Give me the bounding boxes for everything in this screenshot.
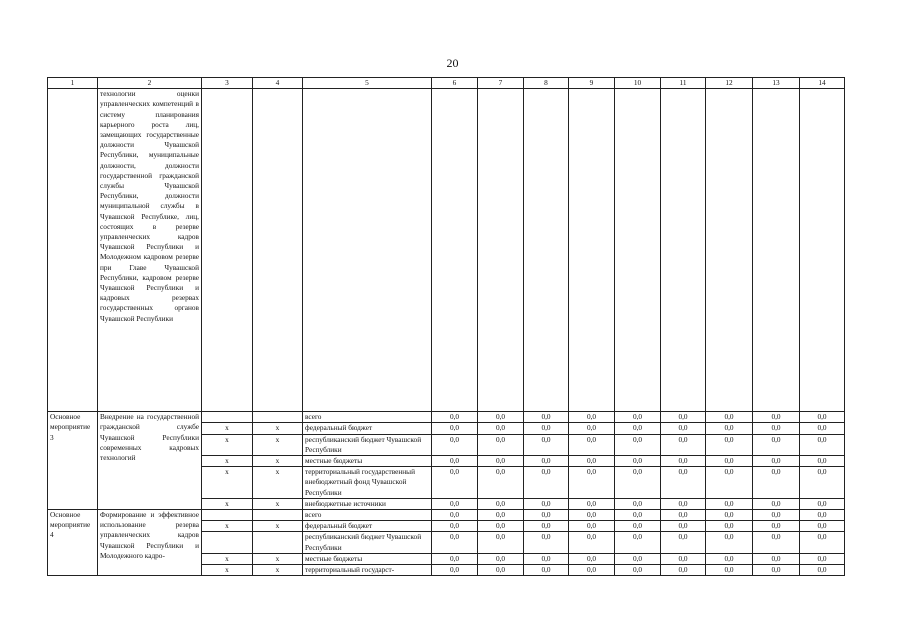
amount-cell: 0,0 — [753, 532, 800, 553]
column-header: 12 — [706, 78, 753, 89]
amount-cell: 0,0 — [615, 532, 661, 553]
column-3-cell — [202, 510, 253, 521]
amount-cell: 0,0 — [800, 412, 845, 423]
amount-cell: 0,0 — [800, 553, 845, 564]
column-header: 13 — [753, 78, 800, 89]
amount-cell: 0,0 — [800, 423, 845, 434]
amount-cell: 0,0 — [661, 423, 706, 434]
amount-cell: 0,0 — [569, 467, 615, 499]
amount-cell: 0,0 — [478, 423, 524, 434]
amount-cell: 0,0 — [615, 423, 661, 434]
amount-cell: 0,0 — [569, 498, 615, 509]
amount-cell: 0,0 — [432, 434, 478, 455]
column-3-cell: x — [202, 498, 253, 509]
amount-cell: 0,0 — [615, 412, 661, 423]
column-header: 3 — [202, 78, 253, 89]
amount-cell: 0,0 — [661, 565, 706, 576]
amount-cell: 0,0 — [432, 423, 478, 434]
amount-cell: 0,0 — [800, 565, 845, 576]
amount-cell: 0,0 — [800, 521, 845, 532]
column-header: 14 — [800, 78, 845, 89]
amount-cell: 0,0 — [706, 434, 753, 455]
amount-cell: 0,0 — [706, 510, 753, 521]
amount-cell: 0,0 — [615, 553, 661, 564]
amount-cell: 0,0 — [432, 553, 478, 564]
amount-cell: 0,0 — [706, 498, 753, 509]
amount-cell: 0,0 — [478, 498, 524, 509]
amount-cell: 0,0 — [478, 532, 524, 553]
column-3-cell: x — [202, 521, 253, 532]
column-header: 7 — [478, 78, 524, 89]
column-4-cell: x — [253, 456, 303, 467]
column-4-cell: x — [253, 423, 303, 434]
amount-cell: 0,0 — [753, 565, 800, 576]
column-header: 9 — [569, 78, 615, 89]
amount-cell: 0,0 — [478, 510, 524, 521]
column-3-cell — [202, 412, 253, 423]
amount-cell: 0,0 — [432, 565, 478, 576]
column-header: 6 — [432, 78, 478, 89]
column-4-cell — [253, 532, 303, 553]
column-3-cell: x — [202, 423, 253, 434]
funding-source: федеральный бюджет — [303, 423, 432, 434]
amount-cell: 0,0 — [524, 532, 569, 553]
funding-source: внебюджетные источники — [303, 498, 432, 509]
amount-cell: 0,0 — [615, 521, 661, 532]
amount-cell: 0,0 — [661, 498, 706, 509]
amount-cell: 0,0 — [800, 467, 845, 499]
column-3-cell: x — [202, 434, 253, 455]
amount-cell: 0,0 — [706, 467, 753, 499]
amount-cell: 0,0 — [569, 565, 615, 576]
column-4-cell: x — [253, 565, 303, 576]
amount-cell: 0,0 — [478, 521, 524, 532]
amount-cell: 0,0 — [569, 423, 615, 434]
column-4-cell: x — [253, 521, 303, 532]
column-3-cell: x — [202, 467, 253, 499]
amount-cell: 0,0 — [524, 434, 569, 455]
column-header: 5 — [303, 78, 432, 89]
amount-cell: 0,0 — [569, 553, 615, 564]
amount-cell: 0,0 — [432, 498, 478, 509]
amount-cell: 0,0 — [524, 467, 569, 499]
column-3-cell: x — [202, 565, 253, 576]
amount-cell: 0,0 — [706, 423, 753, 434]
funding-source: федеральный бюджет — [303, 521, 432, 532]
amount-cell: 0,0 — [753, 434, 800, 455]
column-3-cell: x — [202, 456, 253, 467]
amount-cell: 0,0 — [800, 532, 845, 553]
amount-cell: 0,0 — [753, 456, 800, 467]
amount-cell: 0,0 — [524, 456, 569, 467]
amount-cell: 0,0 — [706, 565, 753, 576]
amount-cell: 0,0 — [569, 532, 615, 553]
amount-cell: 0,0 — [432, 412, 478, 423]
funding-source: республиканский бюджет Чувашской Республики — [303, 434, 432, 455]
continued-measure-text: технологии оценки управленческих компетенций в систему планирования карьерного роста лиц, замещающих государственные должности Чувашской Республики, муниципальные должности, должности государственной гражданской службы Чувашской Республики, должности муниципальной службы в Чувашской Республике, лиц, состоящих в резерве управленческих кадров Чувашской Республики и Молодежном кадровом резерве при Главе Чувашской Республики, кадровом резерве Чувашской Республики и кадровых резервах государственных органов Чувашской Республики — [98, 89, 202, 412]
table-row — [48, 510, 845, 521]
amount-cell: 0,0 — [569, 412, 615, 423]
amount-cell: 0,0 — [478, 467, 524, 499]
amount-cell: 0,0 — [661, 510, 706, 521]
amount-cell: 0,0 — [615, 456, 661, 467]
amount-cell: 0,0 — [661, 553, 706, 564]
amount-cell: 0,0 — [478, 412, 524, 423]
amount-cell: 0,0 — [478, 456, 524, 467]
amount-cell: 0,0 — [615, 498, 661, 509]
amount-cell: 0,0 — [753, 412, 800, 423]
amount-cell: 0,0 — [661, 456, 706, 467]
funding-source: местные бюджеты — [303, 553, 432, 564]
column-header: 10 — [615, 78, 661, 89]
amount-cell: 0,0 — [706, 456, 753, 467]
amount-cell: 0,0 — [800, 456, 845, 467]
amount-cell: 0,0 — [569, 521, 615, 532]
funding-source: местные бюджеты — [303, 456, 432, 467]
amount-cell: 0,0 — [661, 412, 706, 423]
column-header: 1 — [48, 78, 98, 89]
amount-cell: 0,0 — [753, 423, 800, 434]
amount-cell: 0,0 — [569, 456, 615, 467]
amount-cell: 0,0 — [478, 434, 524, 455]
column-4-cell: x — [253, 553, 303, 564]
budget-table — [47, 77, 845, 576]
measure-label: Основное мероприятие 3 — [48, 412, 98, 510]
amount-cell: 0,0 — [569, 510, 615, 521]
amount-cell: 0,0 — [432, 521, 478, 532]
amount-cell: 0,0 — [753, 498, 800, 509]
funding-source: всего — [303, 412, 432, 423]
funding-source: территориальный государственный внебюджетный фонд Чувашской Республики — [303, 467, 432, 499]
amount-cell: 0,0 — [615, 434, 661, 455]
column-header: 2 — [98, 78, 202, 89]
amount-cell: 0,0 — [524, 553, 569, 564]
column-4-cell — [253, 510, 303, 521]
amount-cell: 0,0 — [524, 565, 569, 576]
amount-cell: 0,0 — [706, 412, 753, 423]
amount-cell: 0,0 — [432, 467, 478, 499]
amount-cell: 0,0 — [800, 510, 845, 521]
amount-cell: 0,0 — [432, 510, 478, 521]
funding-source: республиканский бюджет Чувашской Республики — [303, 532, 432, 553]
amount-cell: 0,0 — [706, 521, 753, 532]
amount-cell: 0,0 — [753, 467, 800, 499]
column-4-cell — [253, 412, 303, 423]
column-4-cell: x — [253, 434, 303, 455]
amount-cell: 0,0 — [615, 565, 661, 576]
column-header: 4 — [253, 78, 303, 89]
amount-cell: 0,0 — [706, 532, 753, 553]
column-4-cell: x — [253, 498, 303, 509]
amount-cell: 0,0 — [524, 412, 569, 423]
amount-cell: 0,0 — [615, 510, 661, 521]
amount-cell: 0,0 — [753, 553, 800, 564]
column-3-cell: x — [202, 553, 253, 564]
funding-source: всего — [303, 510, 432, 521]
amount-cell: 0,0 — [800, 434, 845, 455]
amount-cell: 0,0 — [524, 510, 569, 521]
amount-cell: 0,0 — [478, 565, 524, 576]
amount-cell: 0,0 — [661, 532, 706, 553]
measure-name: Формирование и эффективное использование резерва управленческих кадров Чувашской Республики и Молодежного кадро- — [98, 510, 202, 576]
amount-cell: 0,0 — [478, 553, 524, 564]
amount-cell: 0,0 — [524, 498, 569, 509]
amount-cell: 0,0 — [615, 467, 661, 499]
amount-cell: 0,0 — [524, 521, 569, 532]
measure-name: Внедрение на государственной гражданской службе Чувашской Республики современных кадровых технологий — [98, 412, 202, 510]
amount-cell: 0,0 — [569, 434, 615, 455]
amount-cell: 0,0 — [432, 532, 478, 553]
column-3-cell — [202, 532, 253, 553]
amount-cell: 0,0 — [432, 456, 478, 467]
page-number: 20 — [446, 56, 459, 70]
table-row — [48, 412, 845, 423]
amount-cell: 0,0 — [524, 423, 569, 434]
amount-cell: 0,0 — [753, 510, 800, 521]
amount-cell: 0,0 — [661, 434, 706, 455]
column-4-cell: x — [253, 467, 303, 499]
amount-cell: 0,0 — [661, 521, 706, 532]
amount-cell: 0,0 — [706, 553, 753, 564]
funding-source: территориальный государст- — [303, 565, 432, 576]
amount-cell: 0,0 — [800, 498, 845, 509]
amount-cell: 0,0 — [753, 521, 800, 532]
column-header: 8 — [524, 78, 569, 89]
amount-cell: 0,0 — [661, 467, 706, 499]
measure-label: Основное мероприятие 4 — [48, 510, 98, 576]
column-header: 11 — [661, 78, 706, 89]
continuation-row — [48, 89, 845, 412]
column-numbers-row — [48, 78, 845, 89]
